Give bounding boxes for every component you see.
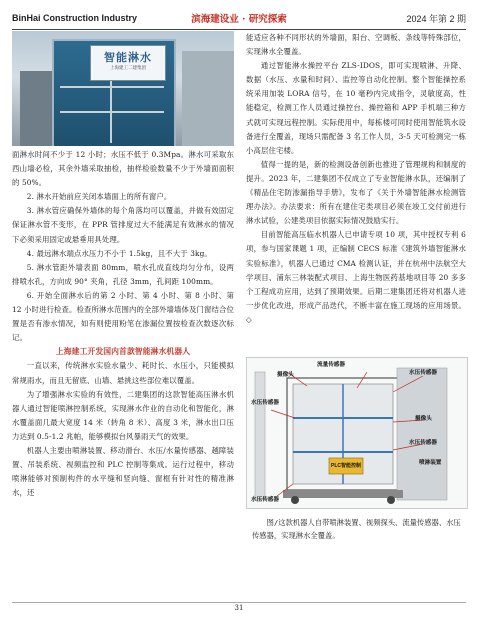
label-plc: PLC智能控制	[331, 463, 362, 469]
page-header	[12, 10, 466, 26]
paragraph: 5. 淋水管距外墙表面 80mm，喷水孔成直线均匀分布，设两排喷水孔，方向成 90° 夹角，孔径 3mm，孔间距 100mm。	[12, 262, 234, 286]
label-sprinkler: 喷淋装置	[419, 460, 442, 466]
sign-title: 智能淋水	[104, 52, 152, 64]
paragraph: 一直以来，传统淋水实验水量少、耗时长、水压小，只能模拟常规雨水，而且无留底、山墙、悬挑这些部位难以覆盖。	[12, 361, 234, 385]
paragraph: 值得一提的是，新的检测设备创新也推进了管理规构和制度的提升。2023 年，二建集团不仅成立了专业智能淋水队，还编制了《精品住宅防渗漏指导手册》，发布了《关于外墙智能淋水检测管理办法》。办法要求：所有在建住宅类项目必须在竣工交付前进行淋水试验，公建类项目依据实际情况鼓励实行。	[246, 159, 466, 226]
label-pressure-sensor-bottom: 水压传感器	[251, 497, 279, 503]
paragraph: 面淋水时间不少于 12 小时；水压不低于 0.3Mpa。淋水可采取东西山墙必检，其余外墙采取抽检，抽样检验数量不少于外墙面面积的 50%。	[12, 150, 234, 188]
footer-rule	[12, 602, 466, 603]
paragraph: 通过智能淋水操控平台 ZLS-IDOS，即可实现喷淋、升降、数据（水压、水量和时间）、监控等自动化控制。整个智能操控系统采用加装 LORA 信号，在 10 毫秒内完成指令，灵敏度高，性能稳定，检测工作人员通过操控台、操控箱和 APP 手机端三种方式就可实现远程控制。实际使用中，每栋楼可同时使用智能筑水设备进行全覆盖，现场只需配备 3 名工作人员，3-5 天可检测完一栋小高层住宅楼。	[246, 61, 466, 155]
label-pressure-sensor-left: 水压传感器	[251, 400, 279, 406]
paragraph: 6. 开始全面淋水后的第 2 小时、第 4 小时、第 8 小时、第 12 小时进行检查。检查所淋水范围内的全部外墙墙体及门窗结合位置是否有渗水情况，如有则使用粉笔在渗漏位置按检查次数逐次标记。	[12, 290, 234, 343]
paragraph: 为了增强淋水实验的有效性，二建集团的这款智能高压淋水机器人通过智能喷淋控制系统，实现淋水作业的自动化和智能化，淋水覆盖面几最大宽度 14 米（转角 8 米）、高度 3 米，淋水出口压力达到 0.5-1.2 兆帕，能够模拟台风暴雨天气的效果。	[12, 389, 234, 441]
section-subheading: 上海建工开发国内首款智能淋水机器人	[55, 347, 191, 357]
sign-subtitle: 上海建工二建集团	[110, 66, 146, 71]
label-flow-sensor: 流量传感器	[317, 362, 345, 368]
left-column	[12, 148, 234, 500]
label-camera-top: 摄像头	[277, 372, 294, 378]
label-camera-mid: 摄像头	[415, 416, 432, 422]
paragraph: 4. 最远淋水端点水压力不小于 1.5kg，且不大于 3kg。	[26, 248, 212, 258]
issue-number: 2024 年第 2 期	[406, 13, 466, 24]
paragraph: 能适应各种不同形状的外墙面，阳台、空调板、条线等特殊部位，实现淋水全覆盖。	[246, 33, 466, 57]
paragraph: 3. 淋水管应确保外墙体的每个角落均可以覆盖，并做有效固定保证淋水管不变形，在 PPR 管排度过大不能满足有效淋水的情况下必须采用固定或悬垂用具处理。	[12, 206, 234, 244]
right-column	[246, 31, 466, 327]
page-number: 31	[234, 604, 244, 612]
photo-building-right	[182, 51, 234, 146]
label-pressure-sensor-mid: 水压传感器	[409, 440, 437, 446]
journal-name-cn: 滨海建设业 · 研究探索	[191, 14, 287, 25]
header-rule	[12, 29, 466, 30]
robot-sign	[90, 45, 166, 81]
figure-caption: 图/这款机器人自带喷淋装置、视频探头、流量传感器、水压传感器，实现淋水全覆盖。	[252, 518, 461, 540]
label-pressure-sensor-top: 水压传感器	[409, 370, 437, 376]
paragraph: 机器人主要由喷淋装置、移动滑台、水压/水量传感器、越障装置、吊装系统、视频监控和 PLC 控制等集成。运行过程中，移动喷淋能够对预制构件的水平缝和竖向缝、窗框有针对性的精准淋水，还	[12, 445, 234, 498]
journal-name-en: BinHai Construction Industry	[12, 13, 138, 23]
photo-building-left	[20, 71, 56, 146]
paragraph: 目前智能高压临水机器人已申请专项 10 项，其中授权专利 6 项，参与国家课题 1 项，正编制 CECS 标准《建筑外墙智能淋水实验标准》，机器人已通过 CMA 检测认证，并在杭州中法航空大学项目、浦东三林装配式项目、上海生物医药基地项目等 20 多多个工程成功应用，达到了预期效果。后期二建集团还将对机器人进一步优化改进，形成产品迭代，不断丰富在施工现场的应用场景。◇	[246, 230, 466, 324]
robot-photo	[12, 31, 234, 146]
paragraph: 2. 淋水开始前应关闭本墙面上的所有窗户。	[26, 192, 172, 202]
robot-diagram	[246, 357, 468, 509]
